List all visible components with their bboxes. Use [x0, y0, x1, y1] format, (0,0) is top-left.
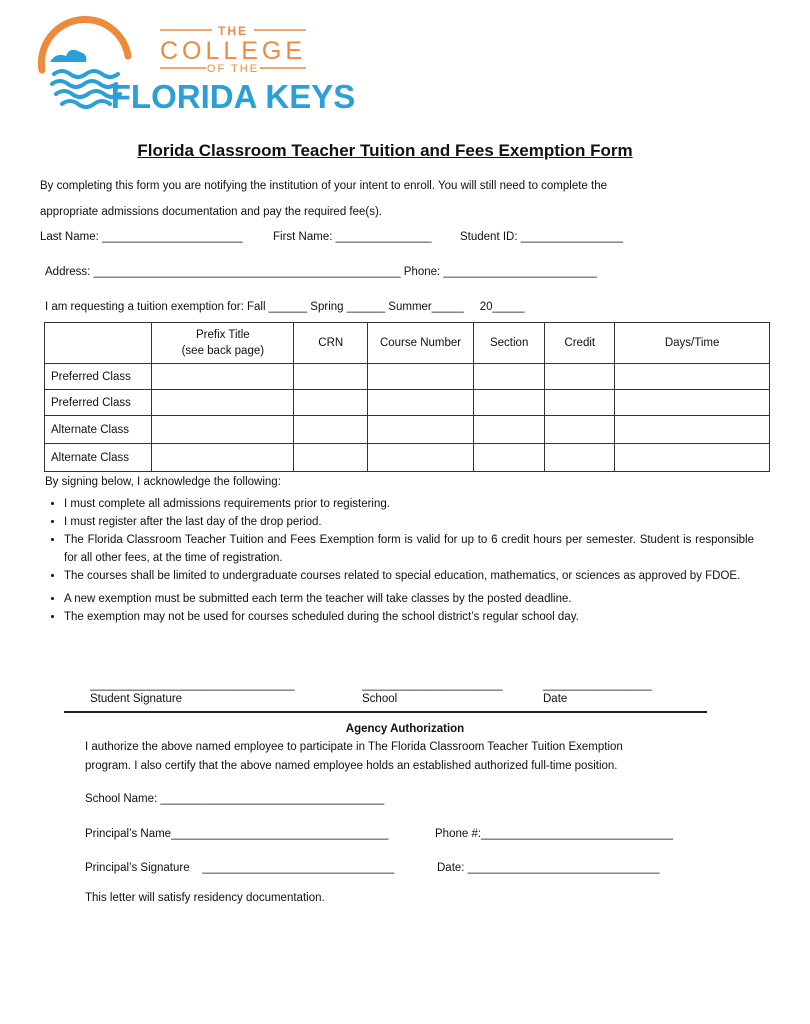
cell-course-number[interactable] — [368, 364, 474, 390]
first-name-field[interactable]: First Name: _______________ — [273, 231, 432, 243]
table-header-section: Section — [474, 323, 545, 364]
school-name-field[interactable]: School Name: ___________________________________ — [85, 793, 385, 805]
logo-the: THE — [218, 24, 248, 38]
agency-date-field[interactable]: Date: ______________________________ — [437, 862, 660, 874]
class-table — [44, 322, 770, 472]
last-name-field[interactable]: Last Name: ______________________ — [40, 231, 243, 243]
principal-name-field[interactable]: Principal’s Name__________________________________ — [85, 828, 389, 840]
list-item: • I must complete all admissions requirements prior to registering. — [64, 495, 754, 513]
student-signature-label: Student Signature — [90, 693, 183, 705]
address-phone-field[interactable]: Address: ________________________________________________ Phone: ________________________ — [45, 266, 597, 278]
agency-text-line-1: I authorize the above named employee to participate in The Florida Classroom Teacher Tuition Exemption — [85, 741, 623, 753]
table-header-prefix: Prefix Title (see back page) — [152, 323, 294, 364]
phone-field[interactable]: Phone #:______________________________ — [435, 828, 673, 840]
row-label: Preferred Class — [45, 364, 152, 390]
cell-credit[interactable] — [545, 364, 615, 390]
school-label: School — [362, 693, 398, 705]
page-title: Florida Classroom Teacher Tuition and Fees Exemption Form — [137, 141, 633, 160]
principal-signature-field[interactable]: Principal’s Signature ______________________________ — [85, 862, 395, 874]
table-header-credit: Credit — [545, 323, 615, 364]
intro-line-2: appropriate admissions documentation and pay the required fee(s). — [40, 206, 383, 218]
cell-course-number[interactable] — [368, 416, 474, 444]
list-item: • The courses shall be limited to undergraduate courses related to special education, mathematics, or sciences as approved by FDOE. — [64, 567, 754, 585]
cell-prefix[interactable] — [152, 364, 294, 390]
cell-days-time[interactable] — [615, 390, 770, 416]
table-header-days-time: Days/Time — [615, 323, 770, 364]
school-line[interactable]: ______________________ — [362, 679, 503, 691]
cell-crn[interactable] — [294, 416, 368, 444]
table-header-crn: CRN — [294, 323, 368, 364]
cell-section[interactable] — [474, 364, 545, 390]
student-id-field[interactable]: Student ID: ________________ — [460, 231, 624, 243]
table-row — [45, 390, 770, 416]
table-header-row — [45, 323, 770, 364]
cell-section[interactable] — [474, 416, 545, 444]
row-label: Preferred Class — [45, 390, 152, 416]
cell-crn[interactable] — [294, 444, 368, 472]
cell-days-time[interactable] — [615, 364, 770, 390]
cell-crn[interactable] — [294, 364, 368, 390]
cell-course-number[interactable] — [368, 390, 474, 416]
cell-days-time[interactable] — [615, 444, 770, 472]
logo-college: COLLEGE — [159, 37, 307, 65]
table-row — [45, 416, 770, 444]
cell-section[interactable] — [474, 444, 545, 472]
term-request-field[interactable]: I am requesting a tuition exemption for: Fall ______ Spring ______ Summer_____ 20_____ — [45, 301, 525, 313]
logo-of-the: OF THE — [206, 63, 260, 75]
cell-days-time[interactable] — [615, 416, 770, 444]
row-label: Alternate Class — [45, 416, 152, 444]
cell-section[interactable] — [474, 390, 545, 416]
cell-prefix[interactable] — [152, 416, 294, 444]
date-line[interactable]: _________________ — [543, 679, 652, 691]
section-divider — [64, 711, 707, 713]
list-item: • A new exemption must be submitted each term the teacher will take classes by the posted deadline. — [64, 590, 754, 608]
cell-credit[interactable] — [545, 416, 615, 444]
intro-line-1: By completing this form you are notifying the institution of your intent to enroll. You will still need to complete the — [40, 180, 608, 192]
cell-prefix[interactable] — [152, 444, 294, 472]
table-header-course-number: Course Number — [368, 323, 474, 364]
cell-credit[interactable] — [545, 390, 615, 416]
table-header-blank — [45, 323, 152, 364]
acknowledgement-intro: By signing below, I acknowledge the following: — [45, 476, 281, 488]
table-row — [45, 444, 770, 472]
acknowledgement-list — [42, 495, 754, 626]
residency-note: This letter will satisfy residency documentation. — [85, 892, 325, 904]
student-signature-line[interactable]: ________________________________ — [90, 679, 295, 691]
list-item: • The exemption may not be used for courses scheduled during the school district’s regular school day. — [64, 608, 754, 626]
cell-crn[interactable] — [294, 390, 368, 416]
college-logo — [36, 18, 356, 118]
cell-prefix[interactable] — [152, 390, 294, 416]
row-label: Alternate Class — [45, 444, 152, 472]
list-item: • The Florida Classroom Teacher Tuition and Fees Exemption form is valid for up to 6 credit hours per semester. Student is responsible for all other fees, at the time of registration. — [64, 531, 754, 567]
cell-credit[interactable] — [545, 444, 615, 472]
cell-course-number[interactable] — [368, 444, 474, 472]
date-label: Date — [543, 693, 568, 705]
agency-text-line-2: program. I also certify that the above named employee holds an established authorized full-time position. — [85, 760, 618, 772]
list-item: • I must register after the last day of the drop period. — [64, 513, 754, 531]
table-row — [45, 364, 770, 390]
agency-title: Agency Authorization — [345, 723, 465, 735]
logo-florida-keys: FLORIDA KEYS — [110, 78, 356, 115]
